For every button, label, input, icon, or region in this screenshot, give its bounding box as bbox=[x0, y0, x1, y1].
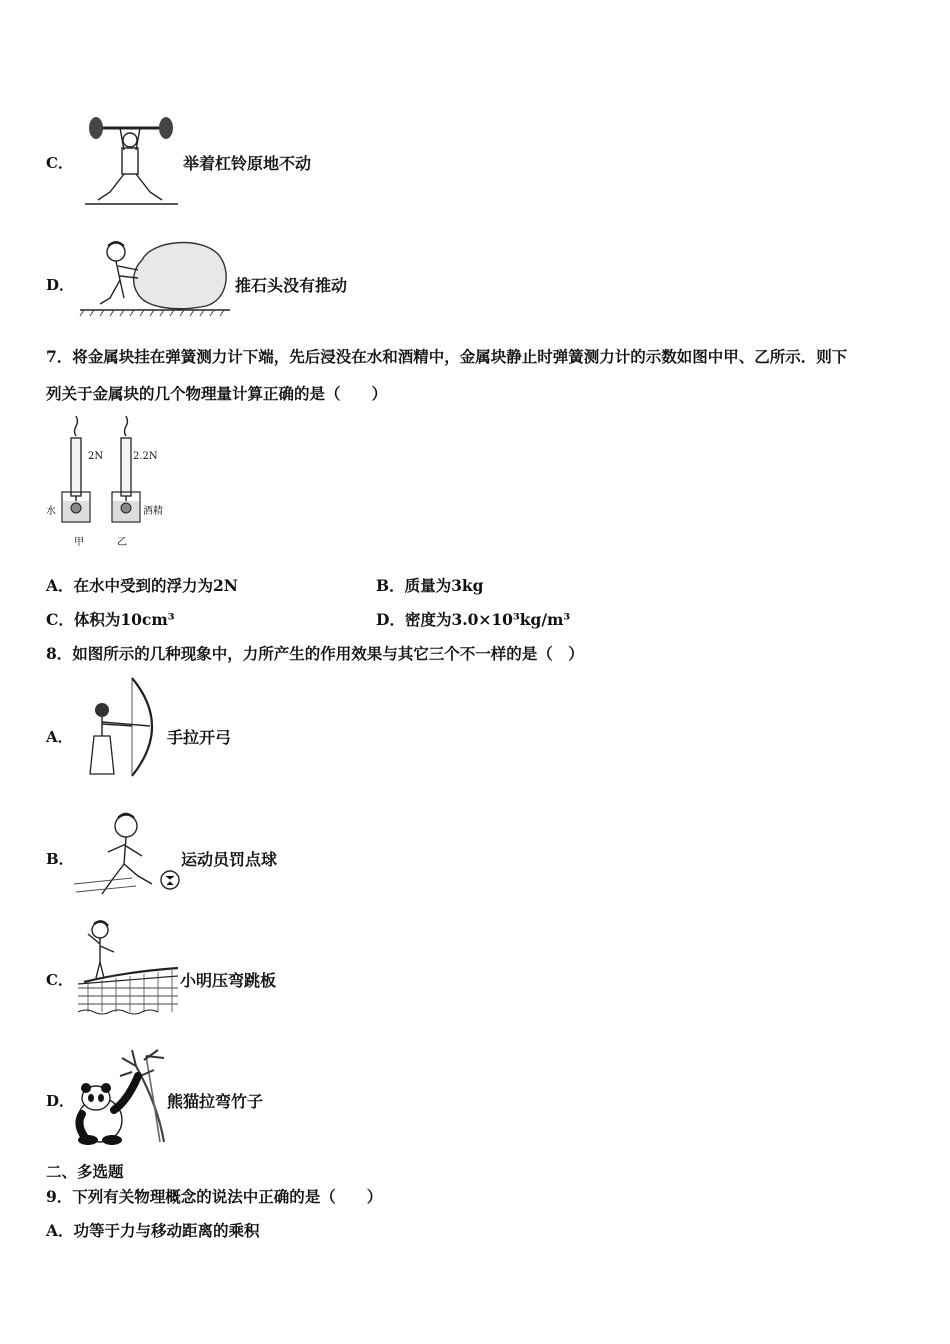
q8-option-d-caption: 熊猫拉弯竹子 bbox=[167, 1092, 264, 1111]
q7-choice-b[interactable]: B．质量为3kg bbox=[376, 576, 484, 595]
push-rock-illustration bbox=[80, 236, 230, 318]
q7-stem-line1: 7．将金属块挂在弹簧测力计下端，先后浸没在水和酒精中，金属块静止时弹簧测力计的示数如图中甲、乙所示．则下 bbox=[46, 347, 848, 366]
q7-choice-a[interactable]: A．在水中受到的浮力为2N bbox=[46, 576, 238, 595]
weightlifter-illustration bbox=[80, 110, 180, 208]
label-yi: 乙 bbox=[117, 537, 127, 548]
q7-choice-c[interactable]: C．体积为10cm³ bbox=[46, 610, 175, 629]
q6-option-c-letter: C． bbox=[46, 154, 73, 172]
q8-stem: 8．如图所示的几种现象中，力所产生的作用效果与其它三个不一样的是（ ） bbox=[46, 644, 584, 663]
q7-stem-line2: 列关于金属块的几个物理量计算正确的是（ ） bbox=[46, 384, 388, 403]
q9-choice-a[interactable]: A．功等于力与移动距离的乘积 bbox=[46, 1221, 260, 1240]
q7-choice-d[interactable]: D．密度为3.0×10³kg/m³ bbox=[376, 610, 571, 629]
q6-option-c-caption: 举着杠铃原地不动 bbox=[183, 154, 312, 173]
q8-option-c-caption: 小明压弯跳板 bbox=[180, 971, 277, 990]
q8-option-c-letter: C． bbox=[46, 971, 73, 989]
q8-option-b-letter: B． bbox=[46, 850, 74, 868]
q6-option-d-letter: D． bbox=[46, 276, 75, 294]
archer-illustration bbox=[72, 674, 164, 780]
q6-option-d-caption: 推石头没有推动 bbox=[235, 276, 348, 295]
q8-option-d-letter: D． bbox=[46, 1092, 75, 1110]
reading-right: 2.2N bbox=[133, 451, 158, 462]
label-water: 水 bbox=[46, 506, 56, 517]
section-title-multi-choice: 二、多选题 bbox=[46, 1162, 124, 1181]
q8-option-a-caption: 手拉开弓 bbox=[167, 728, 232, 747]
q9-stem: 9．下列有关物理概念的说法中正确的是（ ） bbox=[46, 1187, 383, 1206]
spring-scale-figure bbox=[40, 412, 180, 547]
reading-left: 2N bbox=[88, 451, 104, 462]
soccer-player-illustration bbox=[72, 808, 184, 902]
label-alcohol: 酒精 bbox=[143, 506, 163, 517]
panda-bamboo-illustration bbox=[74, 1046, 170, 1146]
diving-board-illustration bbox=[74, 916, 180, 1018]
q8-option-a-letter: A． bbox=[46, 728, 73, 746]
q8-option-b-caption: 运动员罚点球 bbox=[181, 850, 278, 869]
label-jia: 甲 bbox=[74, 537, 84, 548]
